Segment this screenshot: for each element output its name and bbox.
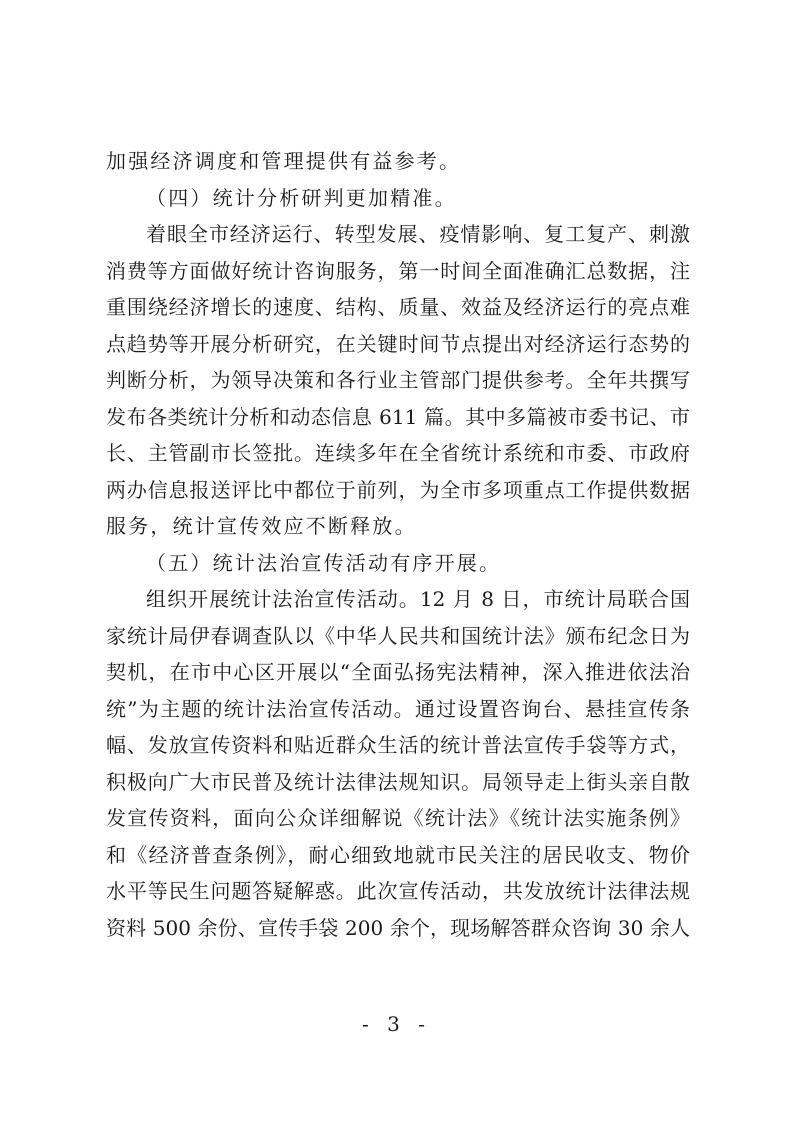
paragraph-line: 积极向广大市民普及统计法律法规知识。局领导走上街头亲自散 (106, 769, 690, 794)
paragraph-line: 发布各类统计分析和动态信息 611 篇。其中多篇被市委书记、市 (106, 404, 690, 429)
paragraph-line: 契机，在市中心区开展以“全面弘扬宪法精神，深入推进依法治 (106, 660, 690, 684)
paragraph-line: 资料 500 余份、宣传手袋 200 余个，现场解答群众咨询 30 余人 (106, 915, 690, 940)
paragraph-line: 发宣传资料，面向公众详细解说《统计法》《统计法实施条例》 (106, 806, 690, 830)
paragraph-line: 加强经济调度和管理提供有益参考。 (106, 149, 462, 173)
paragraph-line: 家统计局伊春调查队以《中华人民共和国统计法》颁布纪念日为 (106, 623, 690, 648)
paragraph-line: 着眼全市经济运行、转型发展、疫情影响、复工复产、刺激 (146, 222, 690, 246)
body-text (106, 143, 690, 946)
section-heading-4: （四）统计分析研判更加精准。 (146, 185, 457, 210)
section-heading-5: （五）统计法治宣传活动有序开展。 (146, 550, 502, 575)
paragraph-line: 长、主管副市长签批。连续多年在全省统计系统和市委、市政府 (106, 441, 690, 465)
page-number: - 3 - (362, 1012, 431, 1036)
paragraph-line: 重围绕经济增长的速度、结构、质量、效益及经济运行的亮点难 (106, 295, 690, 319)
paragraph-line: 两办信息报送评比中都位于前列，为全市多项重点工作提供数据 (106, 477, 690, 502)
paragraph-line: 判断分析，为领导决策和各行业主管部门提供参考。全年共撰写 (106, 368, 690, 392)
paragraph-line: 消费等方面做好统计咨询服务，第一时间全面准确汇总数据，注 (106, 258, 690, 283)
paragraph-line: 水平等民生问题答疑解惑。此次宣传活动，共发放统计法律法规 (106, 879, 690, 903)
paragraph-line: 点趋势等开展分析研究，在关键时间节点提出对经济运行态势的 (106, 331, 690, 356)
paragraph-line: 和《经济普查条例》，耐心细致地就市民关注的居民收支、物价 (106, 842, 690, 867)
paragraph-line: 统”为主题的统计法治宣传活动。通过设置咨询台、悬挂宣传条 (106, 696, 690, 721)
paragraph-line: 组织开展统计法治宣传活动。12 月 8 日，市统计局联合国 (146, 587, 690, 611)
paragraph-line: 幅、发放宣传资料和贴近群众生活的统计普法宣传手袋等方式， (106, 733, 690, 757)
paragraph-line: 服务，统计宣传效应不断释放。 (106, 514, 417, 538)
